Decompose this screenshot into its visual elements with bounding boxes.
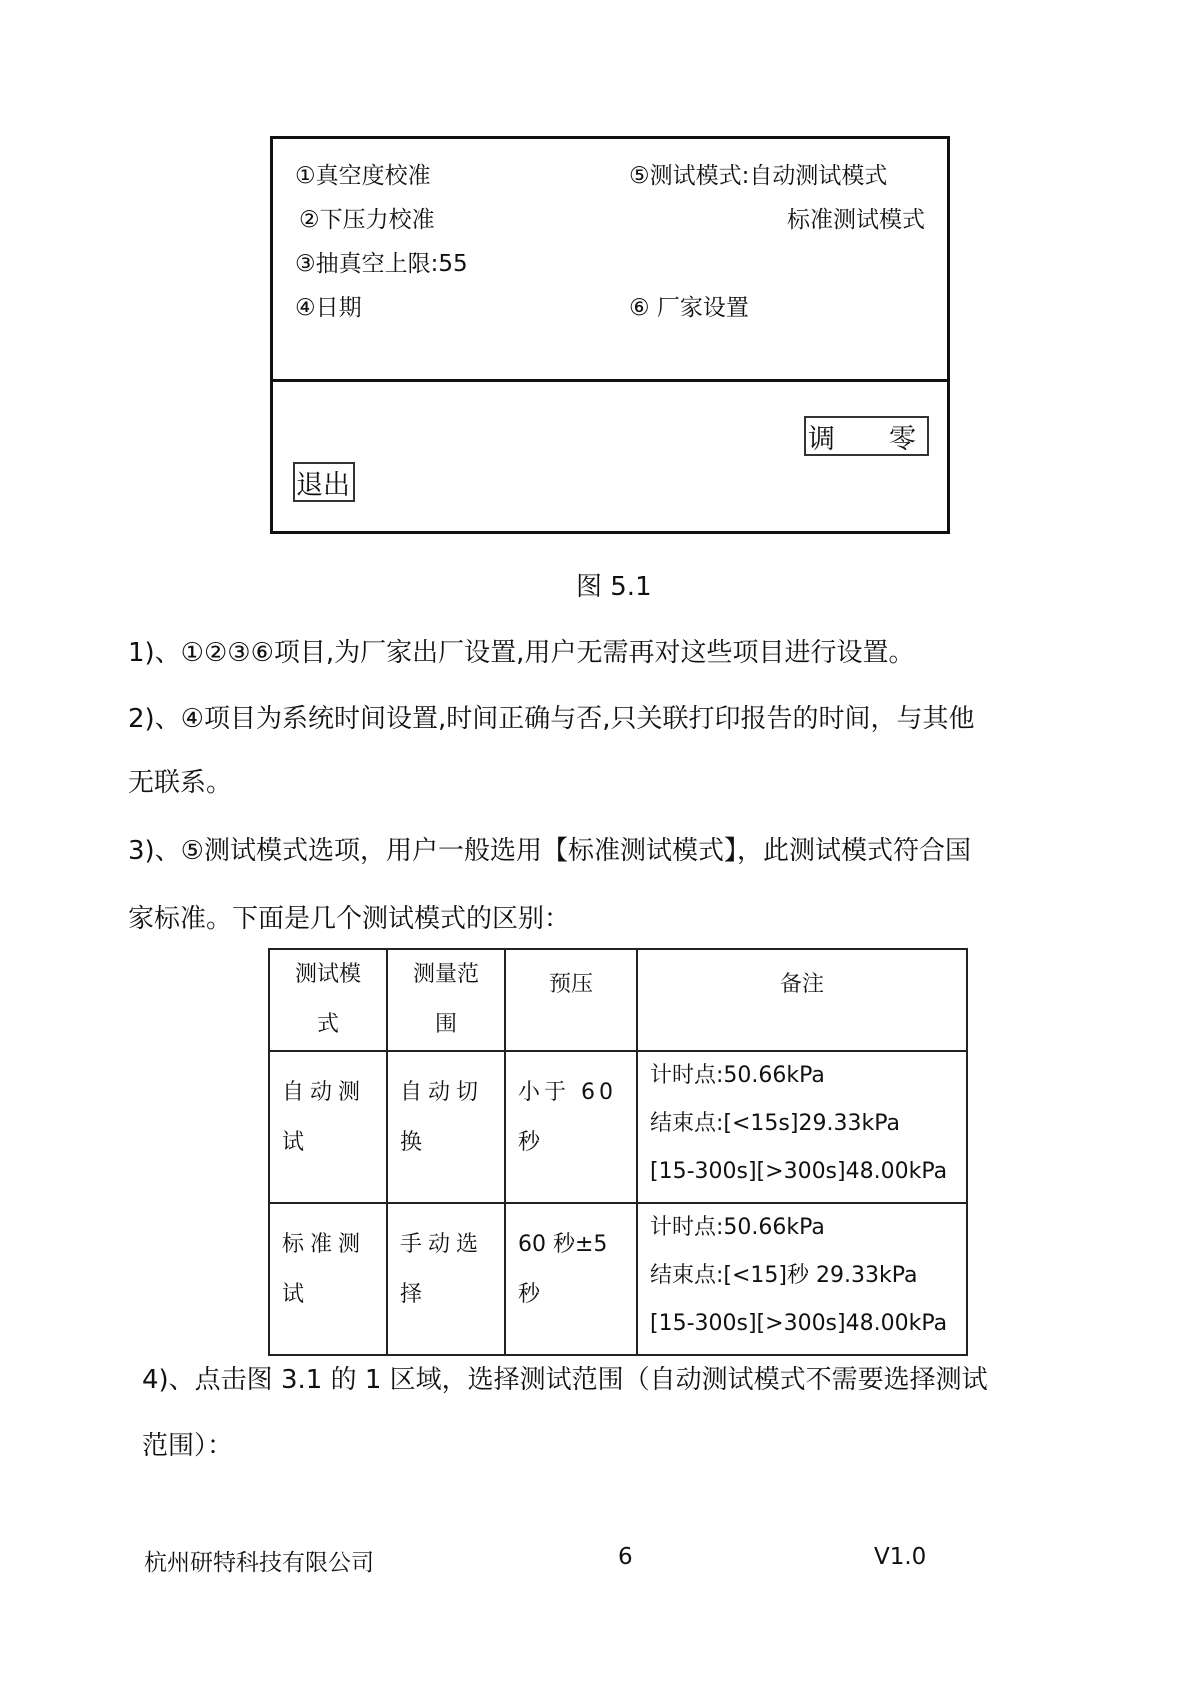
cell-preload: 60 秒±5秒 bbox=[505, 1203, 637, 1355]
figure-caption: 图 5.1 bbox=[576, 572, 652, 602]
zero-button[interactable]: 调 零 bbox=[804, 416, 929, 456]
paragraph-2-cont: 无联系。 bbox=[128, 768, 233, 798]
cell-notes bbox=[637, 1051, 967, 1203]
test-mode-table bbox=[268, 948, 968, 1356]
paragraph-4: 4)、点击图 3.1 的 1 区域，选择测试范围（自动测试模式不需要选择测试 bbox=[142, 1365, 988, 1395]
footer-version: V1.0 bbox=[874, 1544, 927, 1570]
header-range: 测量范围 bbox=[387, 949, 505, 1051]
settings-screen-figure bbox=[270, 136, 950, 534]
cell-mode: 标准测试 bbox=[269, 1203, 387, 1355]
paragraph-4-cont: 范围）： bbox=[142, 1431, 234, 1461]
cell-mode: 自动测试 bbox=[269, 1051, 387, 1203]
menu-item-factory-settings[interactable]: ⑥ 厂家设置 bbox=[629, 295, 749, 321]
note-line: 结束点:[<15]秒 29.33kPa bbox=[650, 1263, 918, 1288]
note-line: 计时点:50.66kPa bbox=[650, 1063, 825, 1088]
table-row bbox=[269, 1203, 967, 1355]
cell-notes bbox=[637, 1203, 967, 1355]
divider bbox=[273, 379, 947, 382]
exit-button[interactable]: 退出 bbox=[293, 462, 355, 502]
header-preload: 预压 bbox=[505, 949, 637, 1051]
menu-item-date[interactable]: ④日期 bbox=[295, 295, 362, 321]
menu-item-vacuum-limit[interactable]: ③抽真空上限:55 bbox=[295, 251, 468, 277]
cell-range: 手动选择 bbox=[387, 1203, 505, 1355]
note-line: 结束点:[<15s]29.33kPa bbox=[650, 1111, 900, 1136]
note-line: [15-300s][>300s]48.00kPa bbox=[650, 1159, 948, 1184]
note-line: [15-300s][>300s]48.00kPa bbox=[650, 1311, 948, 1336]
paragraph-3-cont: 家标准。下面是几个测试模式的区别： bbox=[128, 904, 571, 934]
menu-item-vacuum-calibration[interactable]: ①真空度校准 bbox=[295, 163, 431, 189]
menu-item-test-mode[interactable]: ⑤测试模式:自动测试模式 bbox=[629, 163, 888, 189]
note-line: 计时点:50.66kPa bbox=[650, 1215, 825, 1240]
paragraph-1: 1)、①②③⑥项目,为厂家出厂设置,用户无需再对这些项目进行设置。 bbox=[128, 638, 915, 668]
table-row bbox=[269, 1051, 967, 1203]
footer-page-number: 6 bbox=[618, 1544, 633, 1570]
header-mode: 测试模式 bbox=[269, 949, 387, 1051]
cell-range: 自动切换 bbox=[387, 1051, 505, 1203]
header-notes: 备注 bbox=[637, 949, 967, 1051]
paragraph-3: 3)、⑤测试模式选项，用户一般选用【标准测试模式】，此测试模式符合国 bbox=[128, 836, 971, 866]
menu-item-pressure-calibration[interactable]: ②下压力校准 bbox=[299, 207, 435, 233]
paragraph-2: 2)、④项目为系统时间设置,时间正确与否,只关联打印报告的时间，与其他 bbox=[128, 704, 975, 734]
menu-item-standard-mode[interactable]: 标准测试模式 bbox=[787, 207, 925, 233]
table-header-row bbox=[269, 949, 967, 1051]
cell-preload: 小于 60秒 bbox=[505, 1051, 637, 1203]
footer-company: 杭州研特科技有限公司 bbox=[144, 1550, 374, 1576]
